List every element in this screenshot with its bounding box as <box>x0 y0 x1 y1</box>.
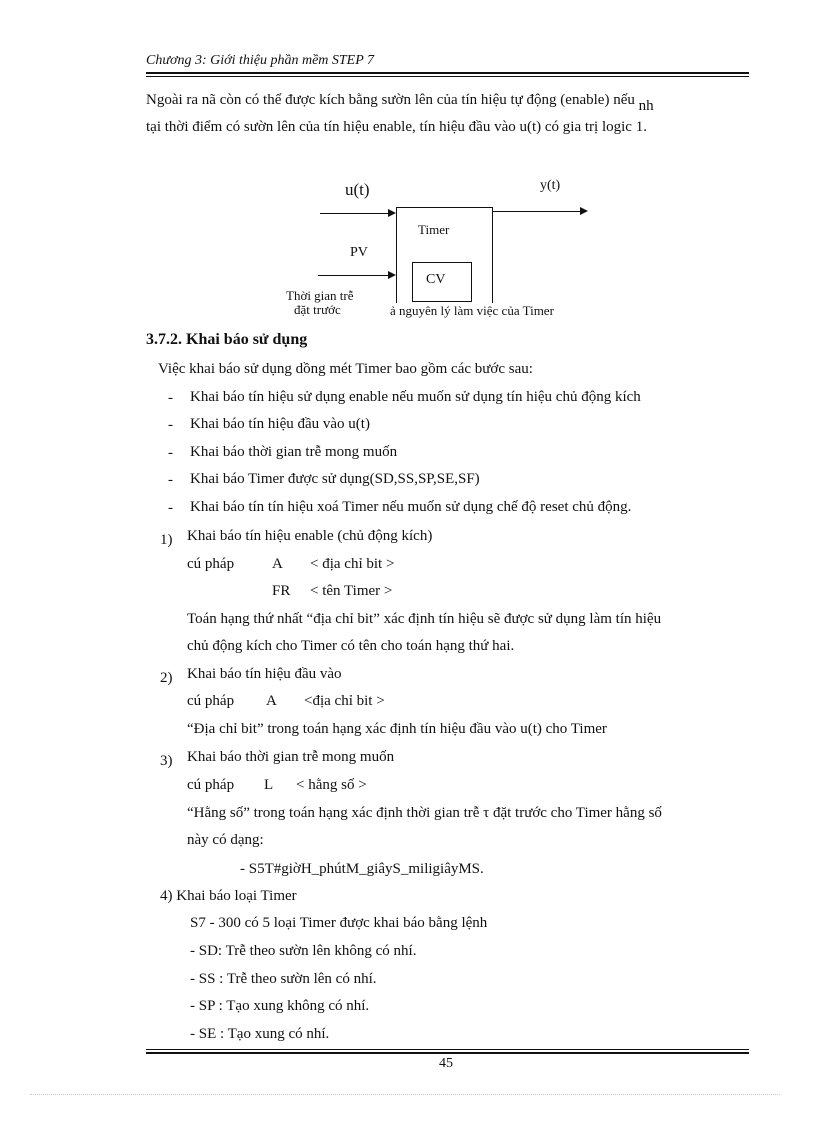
step-3-syntax-op: L <box>264 777 274 793</box>
step-2-title: Khai báo tín hiệu đầu vào <box>187 666 342 682</box>
step-3-number: 3) <box>160 753 173 769</box>
output-label: y(t) <box>540 178 561 193</box>
step-2-syntax-arg: <địa chỉ bit > <box>304 693 385 709</box>
section-intro: Việc khai báo sử dụng dồng mét Timer bao gồm các bước sau: <box>158 361 533 377</box>
page-header-title: Chương 3: Giới thiệu phần mềm STEP 7 <box>146 53 375 68</box>
bullet-item: Khai báo tín tín hiệu xoá Timer nếu muốn sử dụng chế độ reset chủ động. <box>190 499 632 515</box>
step-3-desc-1: “Hằng số” trong toán hạng xác định thời gian trễ τ đặt trước cho Timer hằng số <box>187 805 662 821</box>
intro-line-2: tại thời điểm có sườn lên của tín hiệu enable, tín hiệu đầu vào u(t) có gia trị logic 1. <box>146 119 647 135</box>
pv-line <box>318 275 388 276</box>
input-line <box>320 213 388 214</box>
intro-line-1-text: Ngoài ra nã còn có thể được kích bằng sườn lên của tín hiệu tự động (enable) nếu <box>146 92 635 108</box>
step-3-title: Khai báo thời gian trễ mong muốn <box>187 749 395 765</box>
step-4-title: 4) Khai báo loại Timer <box>160 888 297 904</box>
footer-rule-thin <box>146 1049 749 1050</box>
step-1-syntax-label: cú pháp <box>187 556 235 572</box>
header-rule-thin <box>146 76 749 77</box>
step-3-desc-2: này có dạng: <box>187 832 264 848</box>
bullet-marker: - <box>168 472 173 488</box>
intro-line-1 <box>146 91 654 114</box>
timer-type-item: - SP : Tạo xung không có nhí. <box>190 998 370 1014</box>
step-2-syntax-label: cú pháp <box>187 693 235 709</box>
bullet-marker: - <box>168 390 173 406</box>
output-arrow <box>580 207 588 215</box>
bullet-item: Khai báo Timer được sử dụng(SD,SS,SP,SE,SF) <box>190 471 480 487</box>
step-1-title: Khai báo tín hiệu enable (chủ động kích) <box>187 528 433 544</box>
step-1-number: 1) <box>160 532 173 548</box>
cv-label: CV <box>426 272 446 287</box>
step-1-syntax-op1: A <box>272 556 283 572</box>
step-1-desc-1: Toán hạng thứ nhất “địa chỉ bit” xác định tín hiệu sẽ được sử dụng làm tín hiệu <box>187 611 662 627</box>
bullet-marker: - <box>168 500 173 516</box>
bullet-marker: - <box>168 417 173 433</box>
step-2-desc: “Địa chỉ bit” trong toán hạng xác định tín hiệu đầu vào u(t) cho Timer <box>187 721 607 737</box>
footer-rule-thick <box>146 1052 749 1054</box>
step-4-intro: S7 - 300 có 5 loại Timer được khai báo bằng lệnh <box>190 915 488 931</box>
step-3-format: - S5T#giờH_phútM_giâyS_miligiâyMS. <box>240 861 484 877</box>
pv-label: PV <box>350 245 368 260</box>
page-bottom-divider <box>30 1094 780 1095</box>
step-1-desc-2: chủ động kích cho Timer có tên cho toán hạng thứ hai. <box>187 638 515 654</box>
input-arrow <box>388 209 396 217</box>
step-3-syntax-label: cú pháp <box>187 777 235 793</box>
diagram-caption: ả nguyên lý làm việc của Timer <box>390 303 554 318</box>
delay-label-1: Thời gian trễ <box>286 288 354 303</box>
page-number: 45 <box>439 1056 453 1071</box>
bullet-item: Khai báo tín hiệu sử dụng enable nếu muốn sử dụng tín hiệu chủ động kích <box>190 389 641 405</box>
delay-label-2: đặt trước <box>294 302 341 317</box>
header-rule-thick <box>146 72 749 74</box>
step-1-syntax-op2: FR <box>272 583 291 599</box>
step-3-syntax-arg: < hằng số > <box>296 777 367 793</box>
bullet-item: Khai báo tín hiệu đầu vào u(t) <box>190 416 370 432</box>
output-line <box>493 211 580 212</box>
step-2-syntax-op: A <box>266 693 277 709</box>
bullet-marker: - <box>168 445 173 461</box>
section-heading: 3.7.2. Khai báo sử dụng <box>146 331 308 348</box>
timer-type-item: - SE : Tạo xung có nhí. <box>190 1026 330 1042</box>
timer-label: Timer <box>418 222 450 237</box>
timer-type-item: - SD: Trễ theo sườn lên không có nhí. <box>190 943 417 959</box>
step-2-number: 2) <box>160 670 173 686</box>
bullet-item: Khai báo thời gian trễ mong muốn <box>190 444 398 460</box>
input-label: u(t) <box>345 180 370 199</box>
timer-type-item: - SS : Trễ theo sườn lên có nhí. <box>190 971 377 987</box>
step-1-syntax-arg1: < địa chỉ bit > <box>310 556 395 572</box>
intro-line-1-tail: nh <box>638 98 654 114</box>
step-1-syntax-arg2: < tên Timer > <box>310 583 393 599</box>
pv-arrow <box>388 271 396 279</box>
